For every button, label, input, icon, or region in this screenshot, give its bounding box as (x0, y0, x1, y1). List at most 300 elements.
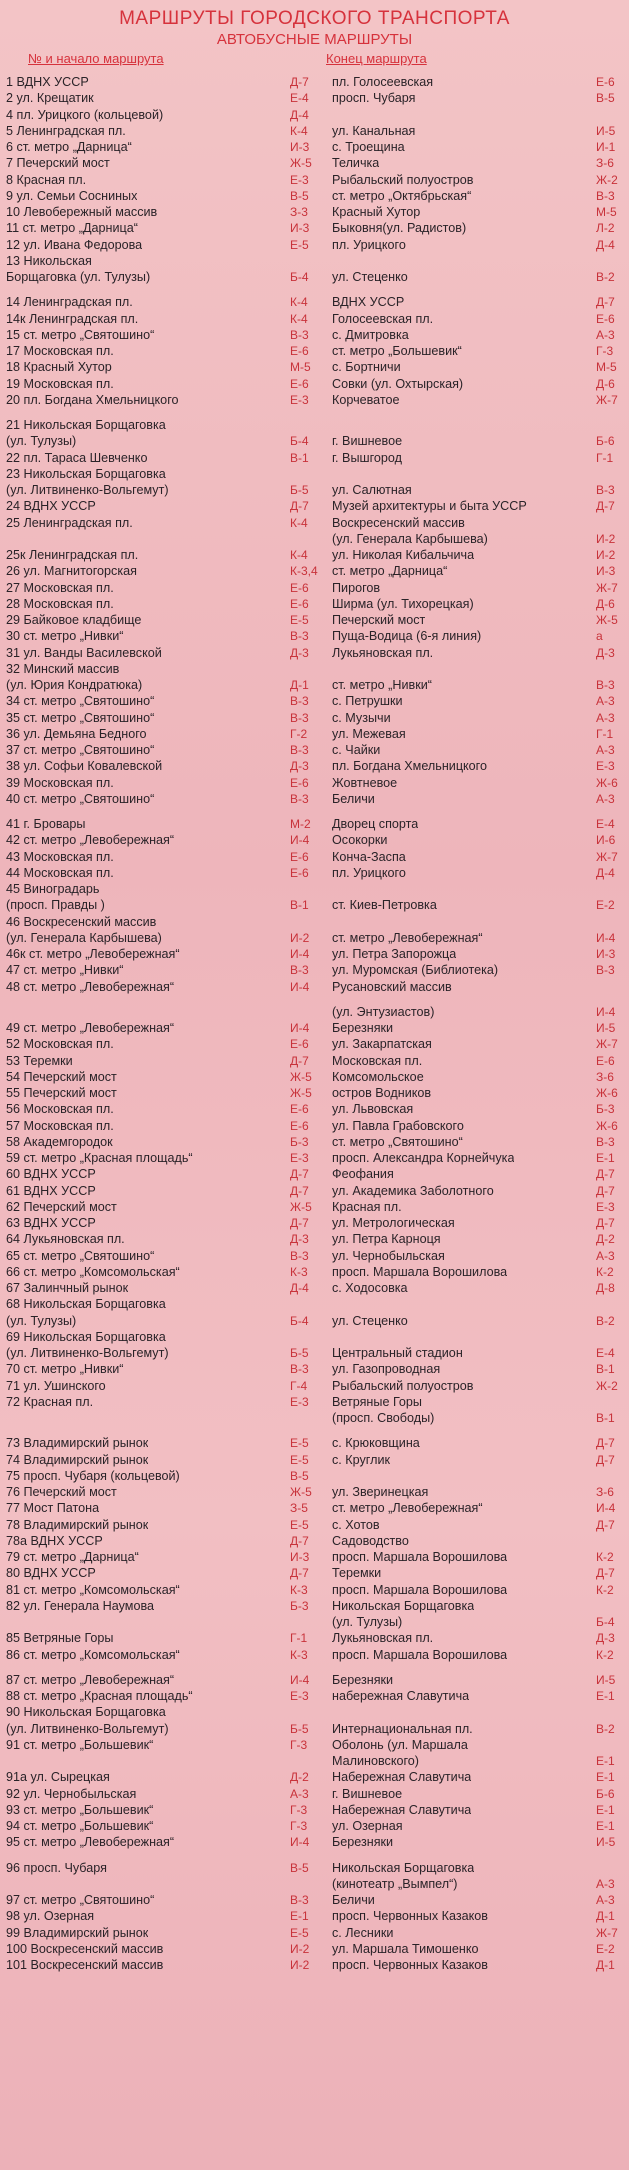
route-end: с. Лесники (332, 1925, 394, 1940)
start-grid-square: Е-3 (290, 392, 309, 407)
route-start: 46 Воскресенский массив (6, 914, 157, 929)
end-grid-square: Д-7 (596, 1566, 615, 1581)
end-grid-square: Ж-7 (596, 392, 618, 407)
route-end: г. Вишневое (332, 1786, 403, 1801)
start-grid-square: Б-3 (290, 1134, 309, 1149)
start-grid-square: И-4 (290, 1021, 310, 1035)
start-grid-square: Е-6 (290, 376, 309, 391)
route-row (0, 914, 629, 930)
route-row (0, 758, 629, 774)
route-start: (ул. Тулузы) (6, 1313, 77, 1328)
route-row (0, 849, 629, 865)
route-start: 47 ст. метро „Нивки“ (6, 963, 124, 978)
route-end: Комсомольское (332, 1069, 424, 1084)
route-end: пл. Урицкого (332, 865, 406, 880)
start-grid-square: И-4 (290, 947, 310, 961)
route-row (0, 1753, 629, 1769)
route-start: (ул. Литвиненко-Вольгемут) (6, 1721, 169, 1736)
end-grid-square: Д-3 (596, 1631, 615, 1646)
route-row (0, 294, 629, 310)
route-end: ул. Метрологическая (332, 1216, 455, 1230)
route-start: 96 просп. Чубаря (6, 1860, 107, 1875)
route-start: 35 ст. метро „Святошино“ (6, 710, 155, 725)
route-start: 26 ул. Магнитогорская (6, 564, 137, 579)
route-start: 9 ул. Семьи Сосниных (6, 188, 138, 203)
route-start: 60 ВДНХ УССР (6, 1167, 96, 1182)
start-grid-square: В-3 (290, 327, 309, 342)
end-grid-square: Е-6 (596, 311, 615, 326)
start-grid-square: В-3 (290, 629, 309, 644)
start-grid-square: М-5 (290, 360, 311, 375)
route-row (0, 1313, 629, 1329)
route-end: пл. Урицкого (332, 237, 406, 252)
end-grid-square: Е-2 (596, 898, 615, 913)
route-row (0, 962, 629, 978)
route-start: 6 ст. метро „Дарница“ (6, 140, 132, 154)
end-grid-square: И-5 (596, 1021, 616, 1035)
route-end: ст. метро „Нивки“ (332, 678, 432, 692)
route-row (0, 881, 629, 897)
route-start: 79 ст. метро „Дарница“ (6, 1550, 139, 1564)
end-grid-square: Ж-7 (596, 580, 618, 595)
route-row (0, 979, 629, 995)
route-row (0, 253, 629, 269)
route-end: с. Музычи (332, 710, 391, 725)
route-start: 85 Ветряные Горы (6, 1631, 114, 1646)
start-grid-square: Е-3 (290, 1394, 309, 1409)
end-grid-square: Г-1 (596, 726, 614, 741)
route-end: ст. Киев-Петровка (332, 898, 437, 913)
end-grid-square: Д-7 (596, 1436, 615, 1451)
end-grid-square: Ж-5 (596, 613, 618, 627)
route-end: просп. Червонных Казаков (332, 1958, 488, 1972)
route-end: ст. метро „Левобережная“ (332, 930, 483, 945)
start-grid-square: Г-3 (290, 1802, 308, 1817)
route-row (0, 1280, 629, 1296)
route-row (0, 1378, 629, 1394)
row-spacer (0, 1663, 629, 1672)
end-grid-square: А-3 (596, 327, 615, 342)
start-grid-square: Д-4 (290, 1281, 309, 1295)
route-start: 18 Красный Хутор (6, 360, 112, 375)
end-grid-square: В-3 (596, 963, 615, 978)
route-start: 48 ст. метро „Левобережная“ (6, 979, 175, 994)
route-end: просп. Червонных Казаков (332, 1909, 488, 1924)
route-end: (кинотеатр „Вымпел“) (332, 1876, 458, 1891)
route-row (0, 1582, 629, 1598)
column-headers (0, 48, 629, 70)
route-start: 20 пл. Богдана Хмельницкого (6, 392, 179, 407)
route-row (0, 1647, 629, 1663)
end-grid-square: Ж-7 (596, 1925, 618, 1940)
route-start: 25 Ленинградская пл. (6, 515, 133, 530)
route-row (0, 311, 629, 327)
route-end: ул. Стеценко (332, 1313, 408, 1328)
route-start: 90 Никольская Борщаговка (6, 1705, 166, 1720)
end-grid-square: Б-6 (596, 434, 615, 449)
route-row (0, 1533, 629, 1549)
route-start: 49 ст. метро „Левобережная“ (6, 1021, 175, 1035)
route-end: Никольская Борщаговка (332, 1598, 475, 1613)
route-row (0, 897, 629, 913)
route-end: ул. Львовская (332, 1102, 414, 1117)
start-grid-square: И-4 (290, 979, 310, 994)
route-start: 46к ст. метро „Левобережная“ (6, 947, 180, 961)
start-grid-square: Д-7 (290, 1053, 309, 1068)
route-row (0, 930, 629, 946)
route-end: с. Троещина (332, 140, 405, 154)
route-end: Печерский мост (332, 613, 426, 627)
route-start: 86 ст. метро „Комсомольская“ (6, 1647, 180, 1662)
route-row (0, 596, 629, 612)
end-grid-square: Е-2 (596, 1941, 615, 1956)
route-end: с. Петрушки (332, 694, 403, 709)
route-start: 5 Ленинградская пл. (6, 123, 126, 138)
route-start: 82 ул. Генерала Наумова (6, 1598, 155, 1613)
route-row (0, 1452, 629, 1468)
start-grid-square: В-3 (290, 963, 309, 978)
route-end: Дворец спорта (332, 817, 419, 831)
end-grid-square: Д-1 (596, 1909, 615, 1924)
start-grid-square: Е-6 (290, 1037, 309, 1052)
route-start: 1 ВДНХ УССР (6, 75, 89, 89)
route-row (0, 531, 629, 547)
route-start: 15 ст. метро „Святошино“ (6, 327, 155, 342)
end-grid-square: Ж-2 (596, 172, 618, 187)
route-start: 25к Ленинградская пл. (6, 548, 139, 562)
route-end: Феофания (332, 1167, 394, 1182)
start-grid-square: В-3 (290, 1362, 309, 1377)
start-grid-square: Б-3 (290, 1598, 309, 1613)
route-row (0, 791, 629, 807)
route-row (0, 1248, 629, 1264)
start-grid-square: Б-5 (290, 483, 309, 497)
start-grid-square: В-1 (290, 450, 309, 465)
route-end: Пуща-Водица (6-я линия) (332, 629, 482, 644)
end-grid-square: В-5 (596, 91, 615, 106)
start-grid-square: В-5 (290, 188, 309, 203)
route-start: 41 г. Бровары (6, 817, 86, 831)
end-grid-square: К-2 (596, 1550, 614, 1564)
route-row (0, 628, 629, 644)
route-end: Русановский массив (332, 979, 452, 994)
start-grid-square: Б-4 (290, 1313, 309, 1328)
route-end: ул. Муромская (Библиотека) (332, 963, 499, 978)
row-spacer (0, 1851, 629, 1860)
route-row (0, 816, 629, 832)
route-end: ВДНХ УССР (332, 295, 405, 310)
end-grid-square: Д-6 (596, 376, 615, 391)
route-end: ул. Межевая (332, 726, 406, 741)
route-start: 87 ст. метро „Левобережная“ (6, 1672, 175, 1687)
route-row (0, 1150, 629, 1166)
route-row (0, 204, 629, 220)
route-row (0, 1721, 629, 1737)
route-row (0, 726, 629, 742)
route-start: 23 Никольская Борщаговка (6, 466, 166, 481)
end-grid-square: И-2 (596, 548, 616, 562)
route-start: 37 ст. метро „Святошино“ (6, 743, 155, 757)
start-grid-square: Д-3 (290, 1232, 309, 1247)
route-row (0, 1118, 629, 1134)
route-row (0, 433, 629, 449)
start-grid-square: Е-6 (290, 596, 309, 611)
row-spacer (0, 285, 629, 294)
route-start: 38 ул. Софьи Ковалевской (6, 759, 163, 774)
route-end: ул. Канальная (332, 123, 416, 138)
route-row (0, 123, 629, 139)
start-grid-square: Е-6 (290, 865, 309, 880)
route-start: 70 ст. метро „Нивки“ (6, 1362, 124, 1377)
end-grid-square: Д-7 (596, 499, 615, 514)
end-grid-square: Б-6 (596, 1786, 615, 1801)
route-row (0, 832, 629, 848)
route-row (0, 1166, 629, 1182)
route-start: 78 Владимирский рынок (6, 1517, 149, 1532)
route-start: 22 пл. Тараса Шевченко (6, 450, 148, 465)
end-grid-square: В-3 (596, 483, 615, 497)
route-start: 14 Ленинградская пл. (6, 295, 133, 310)
route-row (0, 1704, 629, 1720)
end-grid-square: И-3 (596, 947, 616, 961)
start-grid-square: И-4 (290, 833, 310, 848)
route-row (0, 1614, 629, 1630)
route-end: ст. метро „Большевик“ (332, 344, 462, 358)
route-end: ул. Маршала Тимошенко (332, 1941, 479, 1956)
route-start: 12 ул. Ивана Федорова (6, 237, 143, 252)
route-end: Жовтневое (332, 775, 398, 790)
start-grid-square: Д-7 (290, 1183, 309, 1198)
route-row (0, 742, 629, 758)
route-row (0, 1786, 629, 1802)
route-end: остров Водников (332, 1086, 432, 1100)
route-end: Березняки (332, 1021, 394, 1035)
end-grid-square: Е-1 (596, 1689, 615, 1703)
route-row (0, 1957, 629, 1973)
route-end: Беличи (332, 791, 375, 806)
start-grid-square: Е-5 (290, 1436, 309, 1451)
route-row (0, 1802, 629, 1818)
route-start: 78а ВДНХ УССР (6, 1533, 103, 1548)
route-end: Совки (ул. Охтырская) (332, 376, 464, 391)
start-grid-square: К-4 (290, 123, 308, 138)
route-row (0, 1183, 629, 1199)
route-end: ул. Салютная (332, 483, 412, 497)
route-row (0, 661, 629, 677)
route-row (0, 1598, 629, 1614)
route-end: Малиновского) (332, 1754, 419, 1768)
route-start: (просп. Правды ) (6, 898, 105, 913)
route-row (0, 1296, 629, 1312)
end-grid-square: Е-6 (596, 1053, 615, 1068)
route-start: 77 Мост Патона (6, 1501, 100, 1516)
end-grid-square: Ж-7 (596, 1037, 618, 1052)
start-grid-square: Е-6 (290, 1102, 309, 1117)
route-row (0, 107, 629, 123)
page-subtitle: АВТОБУСНЫЕ МАРШРУТЫ (216, 31, 413, 48)
start-grid-square: Е-6 (290, 775, 309, 790)
route-start: 91а ул. Сырецкая (6, 1770, 110, 1785)
end-grid-square: Г-1 (596, 450, 614, 465)
route-row (0, 1231, 629, 1247)
start-grid-square: В-1 (290, 898, 309, 913)
route-row (0, 1004, 629, 1020)
start-grid-square: Г-3 (290, 1737, 308, 1752)
route-start: 63 ВДНХ УССР (6, 1216, 96, 1230)
start-grid-square: В-3 (290, 743, 309, 757)
route-row (0, 1737, 629, 1753)
route-end: Пирогов (332, 580, 381, 595)
route-end: Теремки (332, 1566, 382, 1581)
end-grid-square: Е-1 (596, 1151, 615, 1165)
end-grid-square: И-4 (596, 1501, 616, 1516)
start-grid-square: В-3 (290, 1248, 309, 1263)
route-row (0, 547, 629, 563)
route-start: 42 ст. метро „Левобережная“ (6, 833, 175, 848)
route-row (0, 1264, 629, 1280)
start-grid-square: Е-4 (290, 91, 309, 106)
route-row (0, 515, 629, 531)
end-grid-square: Д-8 (596, 1281, 615, 1295)
end-grid-square: А-3 (596, 743, 615, 757)
route-start: 62 Печерский мост (6, 1199, 117, 1214)
route-start: 67 Залинчный рынок (6, 1281, 129, 1295)
route-start: 11 ст. метро „Дарница“ (6, 221, 138, 236)
route-row (0, 1925, 629, 1941)
route-row (0, 417, 629, 433)
route-row (0, 1361, 629, 1377)
row-spacer (0, 807, 629, 816)
route-start: (ул. Литвиненко-Вольгемут) (6, 1346, 169, 1360)
start-grid-square: Д-1 (290, 678, 309, 692)
route-row (0, 188, 629, 204)
route-end: (просп. Свободы) (332, 1411, 435, 1425)
start-grid-square: Д-7 (290, 499, 309, 514)
start-grid-square: Д-4 (290, 107, 309, 122)
end-grid-square: Д-3 (596, 645, 615, 660)
route-end: ст. метро „Святошино“ (332, 1134, 463, 1149)
route-start: 93 ст. метро „Большевик“ (6, 1802, 154, 1817)
end-grid-square: Е-4 (596, 1346, 615, 1360)
start-grid-square: Ж-5 (290, 1069, 312, 1084)
start-grid-square: К-3 (290, 1647, 308, 1662)
route-row (0, 1020, 629, 1036)
route-row (0, 1199, 629, 1215)
start-grid-square: Г-1 (290, 1631, 308, 1646)
route-start: (ул. Юрия Кондратюка) (6, 678, 143, 692)
route-start: 94 ст. метро „Большевик“ (6, 1819, 154, 1833)
start-grid-square: Г-2 (290, 726, 308, 741)
route-start: 36 ул. Демьяна Бедного (6, 726, 147, 741)
route-end: Садоводство (332, 1533, 409, 1548)
route-row (0, 1908, 629, 1924)
start-grid-square: К-4 (290, 311, 308, 326)
start-grid-square: З-5 (290, 1501, 308, 1516)
end-grid-square: Е-6 (596, 75, 615, 89)
end-grid-square: Е-1 (596, 1819, 615, 1833)
end-grid-square: Е-3 (596, 1199, 615, 1214)
route-start: 101 Воскресенский массив (6, 1958, 164, 1972)
route-end: (ул. Энтузиастов) (332, 1004, 435, 1019)
route-end: Ветряные Горы (332, 1394, 422, 1409)
route-end: ул. Чернобыльская (332, 1248, 445, 1263)
route-row (0, 237, 629, 253)
end-grid-square: Д-7 (596, 1167, 615, 1182)
route-start: 68 Никольская Борщаговка (6, 1297, 166, 1312)
route-start: 72 Красная пл. (6, 1394, 94, 1409)
route-row (0, 139, 629, 155)
start-grid-square: В-5 (290, 1468, 309, 1483)
route-start: 7 Печерский мост (6, 156, 110, 171)
route-row (0, 563, 629, 579)
route-row (0, 1134, 629, 1150)
start-grid-square: И-2 (290, 1941, 310, 1956)
start-grid-square: Б-4 (290, 270, 309, 284)
route-row (0, 612, 629, 628)
end-grid-square: В-2 (596, 270, 615, 284)
end-grid-square: В-1 (596, 1411, 615, 1425)
route-row (0, 677, 629, 693)
route-start: 27 Московская пл. (6, 580, 114, 595)
route-start: 64 Лукьяновская пл. (6, 1232, 125, 1247)
start-grid-square: Ж-5 (290, 1199, 312, 1214)
route-end: с. Круглик (332, 1452, 390, 1467)
start-grid-square: Е-5 (290, 237, 309, 252)
end-grid-square: В-1 (596, 1362, 615, 1377)
route-end: Воскресенский массив (332, 515, 465, 530)
start-grid-square: Б-5 (290, 1721, 309, 1736)
route-start: 32 Минский массив (6, 661, 120, 676)
route-start: 28 Московская пл. (6, 596, 114, 611)
route-start: 45 Виноградарь (6, 882, 100, 896)
route-row (0, 693, 629, 709)
start-grid-square: Е-6 (290, 580, 309, 595)
route-end: Музей архитектуры и быта УССР (332, 499, 527, 514)
route-end: ул. Газопроводная (332, 1362, 441, 1377)
route-end: Красная пл. (332, 1199, 402, 1214)
end-grid-square: Д-7 (596, 295, 615, 310)
end-grid-square: А-3 (596, 1893, 615, 1907)
route-end: ул. Закарпатская (332, 1037, 432, 1052)
route-row (0, 269, 629, 285)
end-grid-square: Д-4 (596, 237, 615, 252)
end-grid-square: Д-4 (596, 865, 615, 880)
end-grid-square: И-5 (596, 123, 616, 138)
end-grid-square: З-6 (596, 156, 614, 171)
start-grid-square: К-3 (290, 1264, 308, 1279)
route-start: Борщаговка (ул. Тулузы) (6, 270, 151, 284)
route-start: 44 Московская пл. (6, 865, 114, 880)
start-grid-square: Д-7 (290, 1566, 309, 1581)
route-end: ул. Петра Карноця (332, 1232, 441, 1247)
route-end: Лукьяновская пл. (332, 1631, 434, 1646)
start-grid-square: Д-7 (290, 1533, 309, 1548)
route-end: Голосеевская пл. (332, 311, 434, 326)
route-end: ул. Академика Заболотного (332, 1183, 494, 1198)
route-start: 54 Печерский мост (6, 1069, 117, 1084)
route-row (0, 1688, 629, 1704)
route-row (0, 155, 629, 171)
route-end: Корчеватое (332, 392, 400, 407)
row-spacer (0, 995, 629, 1004)
end-grid-square: М-5 (596, 205, 617, 219)
end-grid-square: Д-6 (596, 596, 615, 611)
start-grid-square: Д-7 (290, 1167, 309, 1182)
route-start: 59 ст. метро „Красная площадь“ (6, 1151, 193, 1165)
end-grid-square: Д-7 (596, 1452, 615, 1467)
route-row (0, 1769, 629, 1785)
route-end: Интернациональная пл. (332, 1721, 473, 1736)
